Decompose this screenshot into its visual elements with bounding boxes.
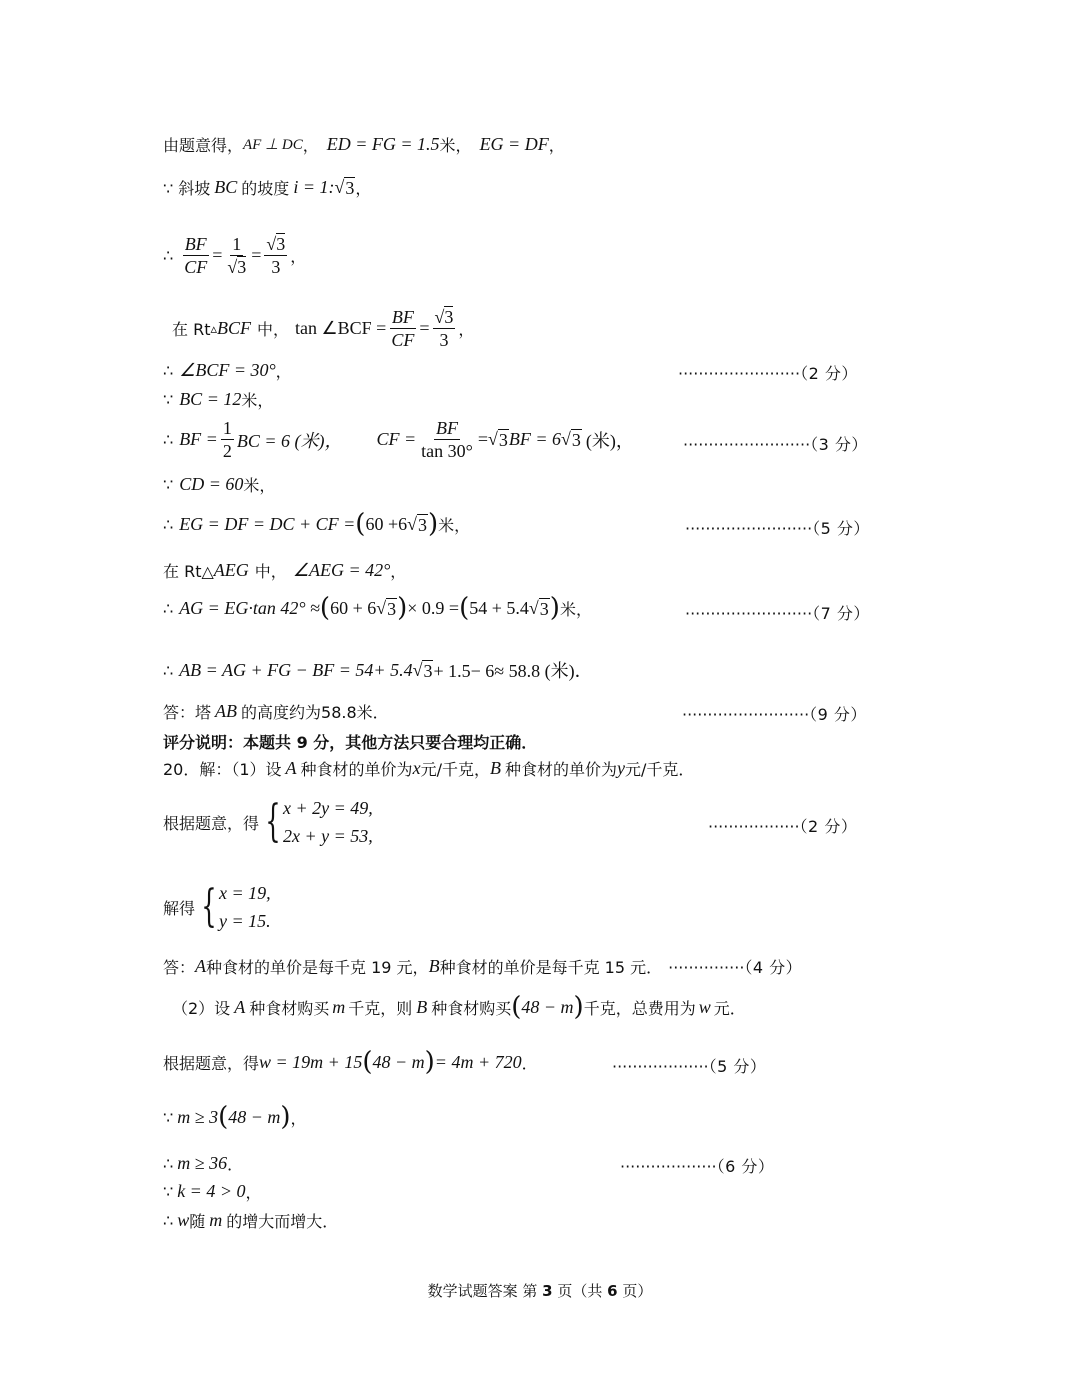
- text: 千克，总费用为: [583, 998, 696, 1018]
- paren: (: [362, 1047, 373, 1077]
- paren: ): [424, 1047, 435, 1077]
- text: （2）设: [172, 998, 231, 1018]
- text: ，: [458, 320, 475, 339]
- paren: ): [280, 1102, 291, 1132]
- score-6: ···················（6 分）: [620, 1157, 775, 1176]
- text: 种食材购买: [431, 998, 512, 1018]
- line-ag: [163, 593, 592, 623]
- line-bc: [163, 388, 273, 411]
- math: tan ∠BCF =: [295, 318, 387, 338]
- math: =: [477, 429, 488, 449]
- math: m: [332, 996, 346, 1017]
- text: 中，: [257, 320, 290, 339]
- text: 种食材的单价是每千克 15 元．: [439, 958, 663, 977]
- text: 由题意得，: [163, 136, 244, 155]
- text: 评分说明：本题共 9 分，其他方法只要合理均正确．: [163, 733, 538, 752]
- math: AB = AG + FG − BF = 54+ 5.4: [179, 659, 413, 680]
- line-q20: [163, 757, 694, 780]
- text: 千克，则: [348, 998, 413, 1018]
- math: EG = DF = DC + CF =: [179, 513, 356, 534]
- paren: ): [427, 509, 439, 539]
- sqrt: √ 3: [528, 597, 549, 619]
- fraction: $\frac{√3}{3}$: [434, 307, 454, 350]
- line-given: [163, 133, 565, 156]
- text: 米，: [241, 391, 274, 410]
- math: × 0.9 =: [407, 597, 460, 618]
- paren: (: [319, 593, 331, 623]
- math: AB: [215, 701, 238, 721]
- text: 米，: [243, 476, 276, 495]
- scoring-note: [163, 730, 537, 753]
- math: CD = 60: [179, 474, 244, 494]
- math: BC = 12: [179, 389, 242, 409]
- math: BC: [214, 177, 238, 197]
- line-aeg: [163, 559, 406, 582]
- line-eg: [163, 509, 471, 539]
- score-3: ·························（3 分）: [683, 435, 868, 454]
- math: 60 + 6: [330, 597, 377, 618]
- math: ∠BCF = 30°: [179, 360, 276, 380]
- text: 根据题意，得: [163, 1053, 260, 1073]
- text: 的坡度: [241, 179, 290, 198]
- math: i = 1:: [293, 177, 335, 197]
- therefore: ∴: [163, 430, 174, 449]
- line-ratio: [163, 234, 306, 277]
- line-m-range: [163, 1152, 243, 1175]
- line-inequality: [163, 1102, 307, 1132]
- line-cd: [163, 473, 275, 496]
- math: =: [251, 245, 262, 265]
- line-ab: [163, 657, 593, 683]
- math: B: [489, 758, 501, 778]
- fraction: $\frac{BF}{CF}$: [184, 234, 208, 277]
- text: 米，: [559, 599, 592, 619]
- math: = 4m + 720: [434, 1051, 522, 1072]
- fraction: $\frac{1}{√3}$: [227, 234, 247, 277]
- math: =: [419, 318, 430, 338]
- text: 元/千克，: [420, 760, 490, 779]
- math: A: [195, 956, 207, 976]
- math: AF ⊥ DC: [243, 137, 303, 153]
- text: ．: [227, 1155, 244, 1174]
- text: 20．解：（1）设: [163, 760, 282, 779]
- math: ED = FG = 1.5: [326, 134, 440, 154]
- math: m: [209, 1210, 223, 1230]
- text: ，: [290, 1108, 307, 1128]
- math: m ≥ 3: [177, 1106, 219, 1127]
- paren: (: [218, 1102, 229, 1132]
- score-9: ·························（9 分）: [682, 705, 867, 724]
- line-answer-20-1: [163, 955, 802, 978]
- math: 54 + 5.4: [469, 597, 529, 618]
- math: 48 − m: [521, 996, 574, 1017]
- page-total: 6: [607, 1282, 618, 1300]
- sqrt: √ 3: [376, 597, 397, 619]
- math: w: [177, 1210, 190, 1230]
- math: ∠AEG = 42°: [292, 560, 391, 580]
- math: EG = DF: [479, 134, 549, 154]
- page-number: 3: [542, 1282, 553, 1300]
- therefore: ∴: [163, 660, 174, 680]
- brace: {: [265, 796, 281, 847]
- text: 在 Rt△: [163, 562, 214, 581]
- paren: (: [355, 509, 366, 539]
- equation-system: x = 19, y = 15.: [219, 883, 271, 931]
- score-2: ························（2 分）: [678, 364, 858, 383]
- math: CF =: [376, 429, 417, 449]
- footer-text: 数学试题答案 第: [427, 1282, 538, 1300]
- score-2b: ··················（2 分）: [708, 817, 858, 836]
- line-answer-19: [163, 700, 389, 723]
- text: ，: [302, 136, 319, 155]
- text: ．: [521, 1053, 538, 1073]
- text: 答：: [163, 958, 196, 977]
- text: (米)，: [585, 430, 634, 451]
- text: 种食材的单价是每千克 19 元，: [206, 958, 429, 977]
- score-4: ···············（4 分）: [668, 958, 803, 977]
- math: 60 +6: [365, 513, 408, 534]
- math: k = 4 > 0: [177, 1181, 246, 1201]
- triangle-symbol: ▵: [210, 320, 218, 336]
- text: 在 Rt: [172, 320, 211, 339]
- fraction: $\frac{BF}{\tan 30^\circ}$: [421, 418, 473, 461]
- text: 米，: [439, 136, 472, 155]
- math: 48 − m: [372, 1051, 425, 1072]
- math: AG = EG·tan 42° ≈: [179, 597, 320, 618]
- footer-text: 页）: [622, 1282, 653, 1300]
- math: 48 − m: [228, 1106, 281, 1127]
- line-system-1: [163, 794, 373, 850]
- fraction: $\frac{BF}{CF}$: [391, 307, 415, 350]
- therefore: ∴: [163, 361, 174, 380]
- math: w = 19m + 15: [259, 1051, 363, 1072]
- footer-text: 页（共: [557, 1282, 603, 1300]
- paren: (: [459, 593, 470, 623]
- fraction: $\frac{√3}{3}$: [266, 234, 286, 277]
- text: 中，: [254, 562, 287, 581]
- math: m ≥ 36: [177, 1153, 228, 1173]
- paren: ): [573, 992, 584, 1022]
- therefore: ∴: [163, 1154, 174, 1173]
- text: 米，: [438, 515, 471, 535]
- line-system-2: [163, 879, 271, 935]
- because: ∵: [163, 475, 174, 494]
- paren: (: [511, 992, 522, 1022]
- line-bf-cf: [163, 418, 634, 461]
- math: =: [212, 245, 223, 265]
- sqrt: √ 3: [407, 513, 427, 535]
- text: 元/千克．: [624, 760, 695, 779]
- text: 种食材购买: [249, 998, 330, 1018]
- math: + 1.5− 6≈ 58.8 (米)．: [433, 661, 593, 681]
- line-k: [163, 1180, 262, 1203]
- math: A: [285, 758, 297, 778]
- line-q20-2: [172, 992, 746, 1022]
- math: x: [412, 758, 421, 778]
- text: 解得: [163, 898, 196, 918]
- therefore: ∴: [163, 514, 174, 534]
- text: ∵ 斜坡: [163, 179, 211, 198]
- text: ，: [275, 362, 292, 381]
- paren: ): [549, 593, 560, 623]
- math: BCF: [217, 318, 252, 338]
- math: B: [416, 996, 428, 1017]
- line-w-formula: [163, 1047, 538, 1077]
- score-7: ·························（7 分）: [685, 604, 870, 623]
- line-slope: [163, 176, 371, 199]
- math: BF =: [179, 429, 218, 449]
- therefore: ∴: [163, 246, 174, 265]
- brace: {: [201, 881, 217, 932]
- text: 的高度约为58.8米．: [241, 703, 389, 722]
- sqrt: √ 3: [412, 659, 433, 681]
- text: 答：塔: [163, 703, 212, 722]
- paren: ): [397, 593, 408, 623]
- because: ∵: [163, 1107, 174, 1127]
- text: 元．: [713, 998, 746, 1018]
- because: ∵: [163, 1182, 174, 1201]
- text: 的增大而增大．: [226, 1212, 339, 1231]
- math: B: [428, 956, 440, 976]
- score-5b: ···················（5 分）: [612, 1057, 767, 1076]
- text: ，: [245, 1183, 262, 1202]
- text: ，: [355, 179, 372, 198]
- math: AEG: [213, 560, 249, 580]
- math: w: [698, 996, 711, 1017]
- score-5: ·························（5 分）: [685, 519, 870, 538]
- therefore: ∴: [163, 1211, 174, 1230]
- page-footer: [0, 1280, 1080, 1301]
- because: ∵: [163, 390, 174, 409]
- math: y: [616, 758, 625, 778]
- math: BF = 6: [508, 429, 562, 449]
- sqrt: √ 3: [334, 177, 355, 198]
- text: ，: [390, 562, 407, 581]
- text: ，: [290, 247, 307, 266]
- equation-system: x + 2y = 49, 2x + y = 53,: [283, 798, 373, 846]
- math: A: [234, 996, 246, 1017]
- text: 随: [189, 1212, 206, 1231]
- text: 种食材的单价为: [504, 760, 617, 779]
- math: BC = 6 (米)，: [236, 430, 343, 451]
- fraction: $\frac{1}{2}$: [222, 418, 232, 461]
- text: 种食材的单价为: [300, 760, 413, 779]
- line-angle: [163, 359, 292, 382]
- text: ，: [548, 136, 565, 155]
- line-tan: [172, 307, 474, 350]
- line-conclusion: [163, 1209, 338, 1232]
- text: 根据题意，得: [163, 813, 260, 833]
- therefore: ∴: [163, 598, 174, 618]
- sqrt: √ 3: [487, 429, 508, 450]
- sqrt: √ 3: [561, 429, 581, 450]
